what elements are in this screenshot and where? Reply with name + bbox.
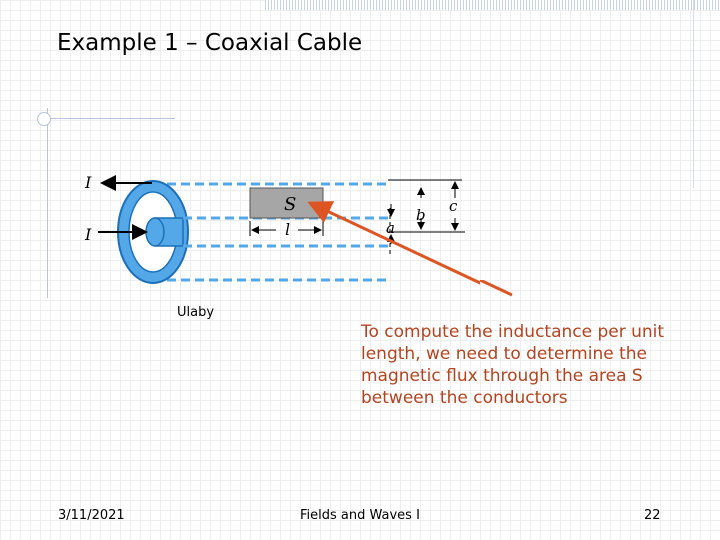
coaxial-cable-figure bbox=[80, 168, 480, 298]
radius-c-label: c bbox=[449, 197, 458, 215]
footer-date: 3/11/2021 bbox=[58, 508, 125, 523]
right-decor-rule bbox=[693, 0, 694, 188]
page-number: 22 bbox=[644, 508, 661, 523]
current-label-top: I bbox=[85, 173, 92, 192]
area-s-label: S bbox=[284, 194, 297, 215]
pointer-arrow bbox=[310, 203, 480, 298]
radius-b-label: b bbox=[416, 206, 426, 224]
top-decor-strip bbox=[265, 0, 720, 10]
decor-circle bbox=[37, 112, 51, 126]
figure-credit: Ulaby bbox=[177, 305, 215, 320]
decor-vertical-line bbox=[47, 108, 48, 298]
length-label: l bbox=[285, 220, 291, 239]
explanation-text: To compute the inductance per unit length, we need to determine the magnetic flux through the area S between the conductors bbox=[361, 322, 665, 408]
pointer-arrow-tail bbox=[480, 280, 530, 300]
decor-horizontal-line bbox=[47, 118, 175, 119]
radius-a-label: a bbox=[386, 219, 395, 237]
footer-course: Fields and Waves I bbox=[300, 508, 420, 523]
current-label-bottom: I bbox=[85, 225, 92, 244]
slide-title: Example 1 – Coaxial Cable bbox=[57, 30, 363, 56]
